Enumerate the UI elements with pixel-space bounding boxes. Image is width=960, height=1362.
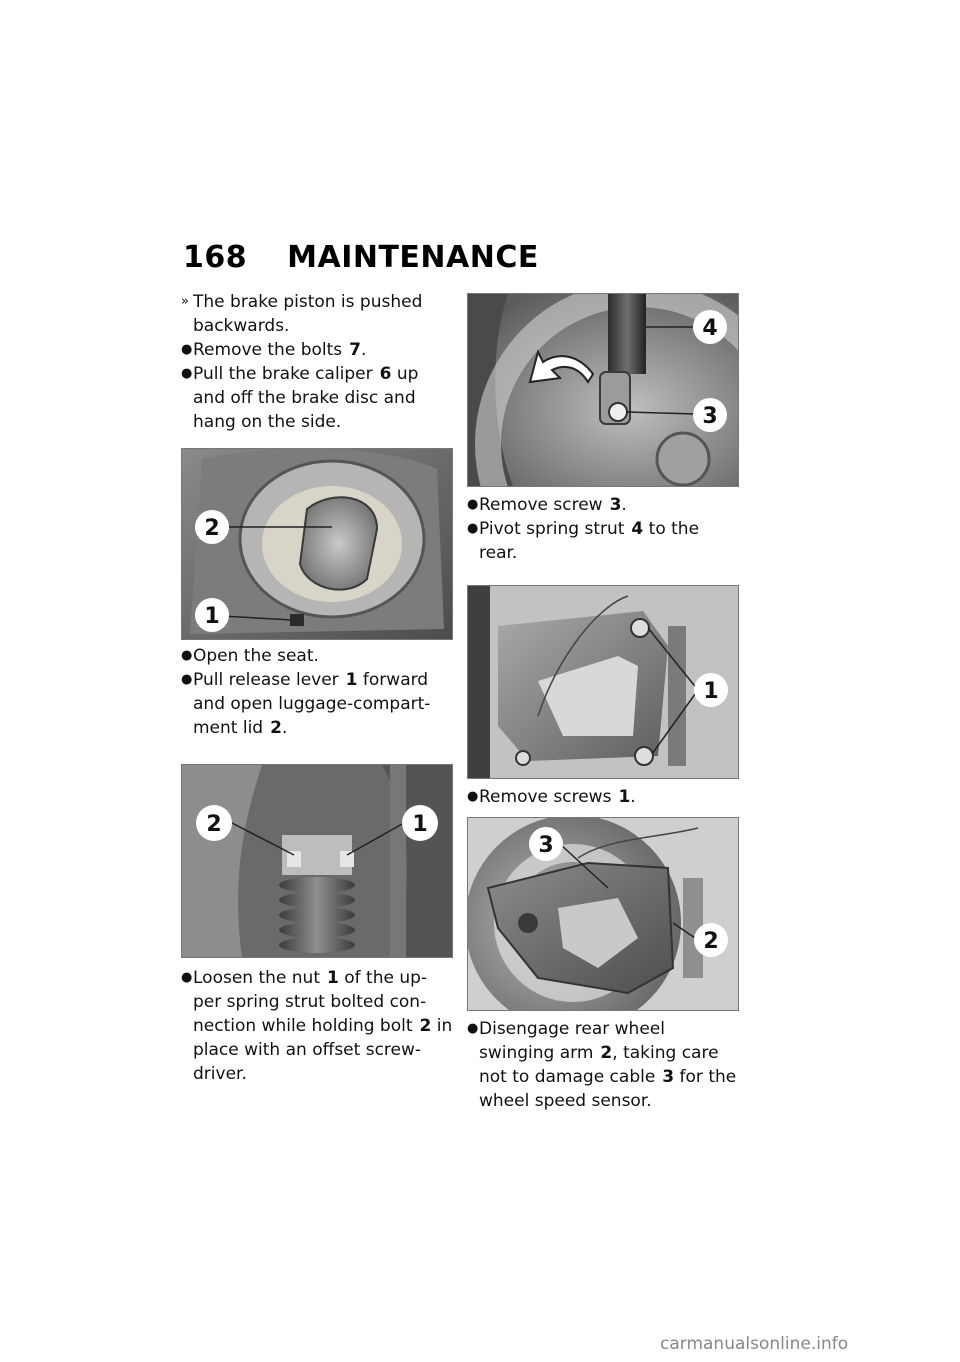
result-arrow-icon: » bbox=[181, 294, 187, 309]
step-text: . bbox=[621, 495, 627, 515]
reference-number: 1 bbox=[618, 787, 631, 807]
step-text: for the wheel speed sensor. bbox=[479, 1067, 737, 1111]
step-text: Remove screw bbox=[479, 495, 603, 515]
reference-number: 2 bbox=[419, 1016, 432, 1036]
figure-spring-strut-top bbox=[181, 764, 453, 958]
step-item bbox=[467, 493, 739, 517]
figure-swinging-arm-screws bbox=[467, 585, 739, 779]
callout-4: 4 bbox=[702, 316, 718, 341]
swinging-arm-screws-illustration bbox=[468, 586, 738, 778]
spring-strut-top-illustration bbox=[182, 765, 452, 957]
luggage-compartment-illustration bbox=[182, 449, 452, 639]
reference-number: 2 bbox=[270, 718, 282, 738]
reference-number: 7 bbox=[349, 340, 361, 360]
callout-1: 1 bbox=[412, 812, 428, 837]
step-text: Pull release lever bbox=[193, 670, 339, 690]
bullet-icon: ● bbox=[467, 497, 479, 512]
result-item bbox=[181, 290, 453, 338]
step-text: forward and open luggage-compart-ment lid bbox=[193, 670, 431, 738]
figure-luggage-compartment bbox=[181, 448, 453, 640]
result-text: The brake piston is pushed backwards. bbox=[193, 292, 423, 336]
section-title: MAINTENANCE bbox=[287, 240, 539, 275]
step-text: in place with an offset screw-driver. bbox=[193, 1016, 453, 1084]
reference-number: 3 bbox=[662, 1067, 675, 1087]
page-header bbox=[183, 240, 539, 280]
watermark: carmanualsonline.info bbox=[660, 1334, 849, 1354]
step-item bbox=[181, 668, 453, 740]
left-column bbox=[181, 290, 453, 1086]
figure-swinging-arm-removal bbox=[467, 817, 739, 1011]
step-text: Loosen the nut bbox=[193, 968, 320, 988]
right-column bbox=[467, 293, 739, 1113]
step-text: Remove screws bbox=[479, 787, 612, 807]
bullet-icon: ● bbox=[181, 648, 193, 663]
reference-number: 1 bbox=[345, 670, 358, 690]
step-text: . bbox=[630, 787, 636, 807]
swinging-arm-removal-illustration bbox=[468, 818, 738, 1010]
step-item bbox=[181, 966, 453, 1086]
callout-2: 2 bbox=[204, 516, 220, 541]
step-text: Disengage rear wheel swinging arm bbox=[479, 1019, 665, 1063]
bullet-icon: ● bbox=[181, 342, 193, 357]
step-text: Open the seat. bbox=[193, 646, 319, 666]
step-item bbox=[181, 362, 453, 434]
step-text: Remove the bolts bbox=[193, 340, 343, 360]
step-text: up and off the brake disc and hang on the side. bbox=[193, 364, 419, 432]
step-text: . bbox=[360, 340, 367, 360]
callout-3: 3 bbox=[702, 404, 718, 429]
reference-number: 4 bbox=[631, 519, 644, 539]
callout-1: 1 bbox=[204, 604, 220, 629]
step-item bbox=[467, 785, 739, 809]
step-text: , taking care not to damage cable bbox=[479, 1043, 719, 1087]
reference-number: 3 bbox=[609, 495, 622, 515]
bullet-icon: ● bbox=[467, 789, 479, 804]
step-text: of the up-per spring strut bolted con-nection while holding bolt bbox=[193, 968, 428, 1036]
step-text: Pivot spring strut bbox=[479, 519, 625, 539]
bullet-icon: ● bbox=[467, 1021, 479, 1036]
step-text: to the rear. bbox=[479, 519, 700, 563]
step-item bbox=[467, 1017, 739, 1113]
bullet-icon: ● bbox=[181, 672, 193, 687]
step-item bbox=[181, 338, 453, 362]
callout-2: 2 bbox=[703, 929, 719, 954]
reference-number: 2 bbox=[600, 1043, 613, 1063]
bullet-icon: ● bbox=[181, 970, 193, 985]
reference-number: 1 bbox=[327, 968, 339, 988]
step-item bbox=[181, 644, 453, 668]
spring-strut-pivot-illustration bbox=[468, 294, 738, 486]
step-item bbox=[467, 517, 739, 565]
bullet-icon: ● bbox=[467, 521, 479, 536]
figure-spring-strut-pivot bbox=[467, 293, 739, 487]
step-text: . bbox=[281, 718, 288, 738]
callout-1: 1 bbox=[703, 679, 719, 704]
callout-2: 2 bbox=[206, 812, 222, 837]
reference-number: 6 bbox=[379, 364, 392, 384]
step-text: Pull the brake caliper bbox=[193, 364, 373, 384]
callout-3: 3 bbox=[538, 833, 554, 858]
bullet-icon: ● bbox=[181, 366, 193, 381]
page-number: 168 bbox=[183, 240, 248, 275]
